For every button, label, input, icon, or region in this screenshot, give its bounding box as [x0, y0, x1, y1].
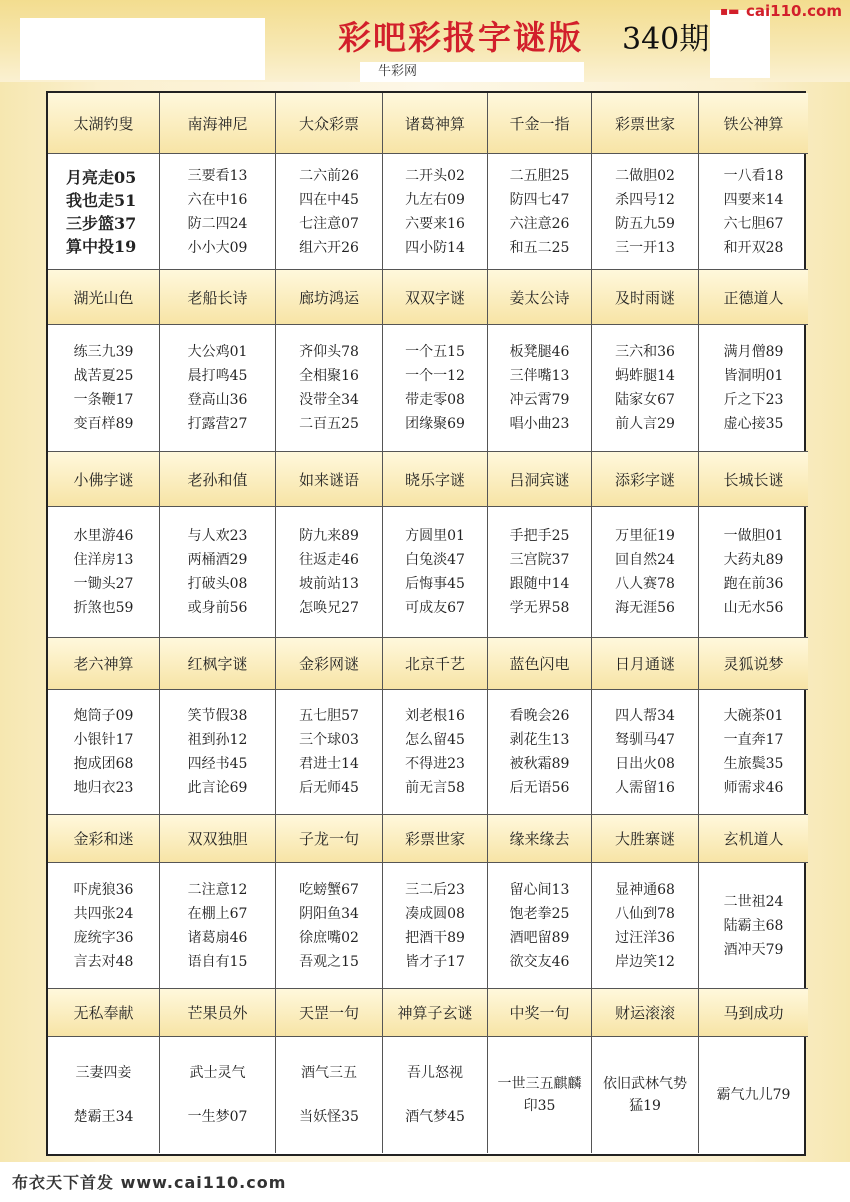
riddle-line: 祖到孙12	[187, 732, 248, 748]
riddle-cell	[488, 154, 592, 270]
riddle-cell	[383, 325, 488, 452]
riddle-line: 八仙到78	[615, 905, 675, 922]
riddle-table	[46, 91, 806, 1156]
riddle-line: 过汪洋36	[615, 929, 675, 946]
column-header: 长城长谜	[699, 452, 808, 507]
riddle-cell	[592, 325, 699, 452]
riddle-line: 冲云霄79	[509, 392, 570, 408]
riddle-line: 不得进23	[405, 756, 465, 772]
riddle-line: 二做胆02	[615, 167, 675, 184]
riddle-cell	[48, 154, 160, 270]
riddle-cell	[383, 690, 488, 815]
riddle-cell	[488, 1037, 592, 1153]
riddle-line: 酒冲天79	[723, 941, 784, 958]
riddle-line: 徐庶嘴02	[299, 929, 359, 946]
riddle-line: 三妻四妾	[75, 1065, 132, 1081]
riddle-line: 霸气九儿79	[716, 1087, 791, 1103]
riddle-line: 住洋房13	[73, 552, 134, 568]
riddle-cell	[592, 154, 699, 270]
riddle-line: 满月僧89	[723, 344, 784, 360]
column-header: 及时雨谜	[592, 270, 699, 325]
riddle-line: 三二后23	[405, 881, 465, 898]
riddle-line: 生旅鬓35	[723, 756, 784, 772]
riddle-line: 皆才子17	[405, 953, 465, 970]
riddle-line: 手把手25	[509, 528, 570, 544]
riddle-line: 两桶酒29	[187, 552, 248, 568]
riddle-line: 全相聚16	[299, 368, 359, 384]
column-header: 玄机道人	[699, 815, 808, 863]
column-header: 马到成功	[699, 989, 808, 1037]
riddle-cell	[160, 325, 276, 452]
riddle-line: 笑节假38	[187, 708, 248, 724]
page-title: 彩吧彩报字谜版	[338, 18, 583, 57]
riddle-line: 抱成团68	[73, 756, 134, 772]
riddle-line: 陆霸主68	[723, 917, 784, 934]
riddle-line: 三伴嘴13	[509, 368, 570, 384]
riddle-line: 大碗茶01	[723, 708, 784, 724]
riddle-line: 后无语56	[509, 780, 570, 796]
riddle-line: 日出火08	[615, 756, 675, 772]
riddle-line: 打露营27	[187, 416, 248, 432]
riddle-line: 算中投19	[66, 236, 137, 256]
column-header: 添彩字谜	[592, 452, 699, 507]
riddle-line: 吾观之15	[299, 953, 359, 970]
column-header: 彩票世家	[592, 93, 699, 154]
riddle-line: 一生梦07	[187, 1109, 248, 1125]
riddle-line: 酒气梦45	[405, 1109, 465, 1125]
column-header: 中奖一句	[488, 989, 592, 1037]
riddle-line: 三要看13	[187, 167, 248, 184]
riddle-cell	[592, 863, 699, 989]
column-header: 小佛字谜	[48, 452, 160, 507]
riddle-line: 团缘聚69	[405, 416, 465, 432]
riddle-line: 折煞也59	[73, 600, 134, 616]
column-header: 大众彩票	[276, 93, 383, 154]
riddle-line: 四小防14	[405, 239, 465, 256]
riddle-line: 海无涯56	[615, 600, 675, 616]
riddle-line: 八人赛78	[615, 576, 675, 592]
issue-number: 340期	[622, 22, 710, 57]
riddle-line: 跟随中14	[509, 576, 570, 592]
riddle-line: 炮筒子09	[73, 708, 134, 724]
column-header: 双双字谜	[383, 270, 488, 325]
riddle-cell	[48, 690, 160, 815]
riddle-line: 前无言58	[405, 780, 465, 796]
column-header: 无私奉献	[48, 989, 160, 1037]
riddle-line: 语自有15	[187, 953, 248, 970]
riddle-line: 唱小曲23	[509, 416, 570, 432]
riddle-line: 六在中16	[187, 191, 248, 208]
column-header: 缘来缘去	[488, 815, 592, 863]
riddle-line: 三个球03	[299, 732, 359, 748]
riddle-line: 回自然24	[615, 552, 675, 568]
column-header: 廊坊鸿运	[276, 270, 383, 325]
subtitle: 牛彩网	[378, 64, 418, 79]
riddle-line: 显神通68	[615, 881, 675, 898]
riddle-line: 酒气三五	[301, 1065, 357, 1081]
column-header: 吕洞宾谜	[488, 452, 592, 507]
riddle-cell	[488, 507, 592, 638]
column-header: 彩票世家	[383, 815, 488, 863]
riddle-line: 和开双28	[723, 239, 784, 256]
riddle-line: 一锄头27	[73, 576, 134, 592]
riddle-line: 言去对48	[73, 953, 134, 970]
riddle-cell	[488, 690, 592, 815]
riddle-line: 当妖怪35	[299, 1109, 359, 1125]
riddle-line: 二百五25	[299, 416, 359, 432]
riddle-line: 防四七47	[509, 191, 570, 208]
riddle-line: 吓虎狼36	[73, 881, 134, 898]
column-header: 正德道人	[699, 270, 808, 325]
riddle-line: 三一开13	[615, 239, 675, 256]
riddle-line: 大药丸89	[723, 552, 784, 568]
riddle-cell	[160, 507, 276, 638]
column-header: 老孙和值	[160, 452, 276, 507]
riddle-line: 六七胆67	[723, 215, 784, 232]
riddle-line: 刘老根16	[405, 708, 465, 724]
riddle-line: 万里征19	[615, 528, 675, 544]
column-header: 如来谜语	[276, 452, 383, 507]
riddle-line: 二注意12	[187, 881, 248, 898]
riddle-line: 四要来14	[723, 191, 784, 208]
riddle-cell	[276, 690, 383, 815]
riddle-cell	[276, 1037, 383, 1153]
column-header: 晓乐字谜	[383, 452, 488, 507]
riddle-line: 二世祖24	[723, 893, 784, 910]
riddle-line: 防九来89	[299, 528, 359, 544]
riddle-cell	[699, 325, 808, 452]
riddle-line: 前人言29	[615, 416, 675, 432]
riddle-line: 与人欢23	[187, 528, 248, 544]
riddle-cell	[383, 863, 488, 989]
riddle-line: 齐仰头78	[299, 344, 359, 360]
redacted-area-right	[710, 10, 770, 78]
riddle-line: 二开头02	[405, 167, 465, 184]
riddle-cell	[383, 507, 488, 638]
riddle-line: 后悔事45	[405, 576, 465, 592]
riddle-line: 和五二25	[509, 239, 570, 256]
riddle-line: 怎唤兄27	[299, 600, 359, 616]
riddle-cell	[276, 154, 383, 270]
riddle-line: 庞统字36	[73, 929, 134, 946]
logo-mark-icon: ▪▬	[720, 4, 740, 18]
riddle-line: 跑在前36	[723, 576, 784, 592]
column-header: 湖光山色	[48, 270, 160, 325]
riddle-line: 二五胆25	[509, 167, 570, 184]
riddle-cell	[488, 325, 592, 452]
riddle-cell	[592, 507, 699, 638]
riddle-line: 板凳腿46	[509, 344, 570, 360]
column-header: 姜太公诗	[488, 270, 592, 325]
riddle-cell	[160, 154, 276, 270]
riddle-line: 后无师45	[299, 780, 359, 796]
riddle-cell	[48, 325, 160, 452]
riddle-cell	[699, 507, 808, 638]
riddle-line: 杀四号12	[615, 191, 675, 208]
riddle-line: 三宫院37	[509, 552, 570, 568]
riddle-line: 一直奔17	[723, 732, 784, 748]
column-header: 神算子玄谜	[383, 989, 488, 1037]
column-header: 金彩网谜	[276, 638, 383, 690]
column-header: 天罡一句	[276, 989, 383, 1037]
riddle-line: 四人帮34	[615, 708, 675, 724]
riddle-cell	[383, 154, 488, 270]
riddle-line: 月亮走05	[66, 167, 137, 187]
riddle-line: 酒吧留89	[509, 929, 570, 946]
riddle-line: 人需留16	[615, 780, 675, 796]
riddle-line: 二六前26	[299, 167, 359, 184]
riddle-line: 武士灵气	[189, 1065, 246, 1081]
riddle-line: 四经书45	[187, 756, 248, 772]
riddle-cell	[276, 863, 383, 989]
riddle-line: 九左右09	[405, 191, 465, 208]
riddle-line: 没带全34	[299, 392, 359, 408]
riddle-cell	[160, 1037, 276, 1153]
riddle-line: 登高山36	[187, 392, 248, 408]
riddle-line: 欲交友46	[509, 953, 570, 970]
riddle-cell	[48, 507, 160, 638]
riddle-cell	[488, 863, 592, 989]
riddle-line: 练三九39	[73, 344, 134, 360]
riddle-line: 陆家女67	[615, 392, 675, 408]
riddle-line: 蚂蚱腿14	[615, 368, 675, 384]
riddle-line: 小小大09	[187, 239, 248, 256]
riddle-cell	[276, 507, 383, 638]
riddle-line: 组六开26	[299, 239, 359, 256]
riddle-line: 带走零08	[405, 392, 465, 408]
riddle-line: 一个一12	[405, 368, 465, 384]
riddle-line: 坡前站13	[299, 576, 359, 592]
riddle-line: 怎么留45	[405, 732, 465, 748]
riddle-line: 此言论69	[187, 780, 248, 796]
riddle-line: 晨打鸣45	[187, 368, 248, 384]
riddle-line: 学无界58	[509, 600, 570, 616]
riddle-cell	[699, 1037, 808, 1153]
column-header: 铁公神算	[699, 93, 808, 154]
riddle-line: 六注意26	[509, 215, 570, 232]
riddle-line: 变百样89	[73, 416, 134, 432]
riddle-cell	[383, 1037, 488, 1153]
riddle-line: 皆洞明01	[723, 368, 784, 384]
riddle-cell	[276, 325, 383, 452]
riddle-line: 驽驯马47	[615, 732, 675, 748]
riddle-line: 一世三五麒麟印35	[497, 1076, 582, 1114]
riddle-line: 看晚会26	[509, 708, 570, 724]
column-header: 千金一指	[488, 93, 592, 154]
riddle-line: 共四张24	[73, 905, 134, 922]
column-header: 芒果员外	[160, 989, 276, 1037]
riddle-cell	[699, 863, 808, 989]
column-header: 老船长诗	[160, 270, 276, 325]
column-header: 诸葛神算	[383, 93, 488, 154]
riddle-cell	[699, 690, 808, 815]
riddle-line: 防二四24	[187, 215, 248, 232]
riddle-line: 留心间13	[509, 881, 570, 898]
riddle-line: 凑成圆08	[405, 905, 465, 922]
riddle-line: 四在中45	[299, 191, 359, 208]
column-header: 北京千艺	[383, 638, 488, 690]
riddle-line: 一做胆01	[723, 528, 784, 544]
riddle-line: 一八看18	[723, 167, 784, 184]
riddle-line: 五七胆57	[299, 708, 359, 724]
riddle-line: 阴阳鱼34	[299, 905, 359, 922]
riddle-cell	[48, 863, 160, 989]
riddle-line: 岸边笑12	[615, 953, 675, 970]
riddle-line: 三六和36	[615, 344, 675, 360]
column-header: 太湖钓叟	[48, 93, 160, 154]
riddle-line: 把酒干89	[405, 929, 465, 946]
column-header: 大胜寨谜	[592, 815, 699, 863]
riddle-line: 在棚上67	[187, 905, 248, 922]
riddle-line: 吃螃蟹67	[299, 881, 359, 898]
riddle-line: 防五九59	[615, 215, 675, 232]
redacted-area-left	[20, 18, 265, 80]
riddle-line: 剥花生13	[509, 732, 570, 748]
riddle-line: 饱老拳25	[509, 905, 570, 922]
riddle-line: 七注意07	[299, 215, 359, 232]
riddle-line: 山无水56	[723, 600, 784, 616]
riddle-line: 可成友67	[405, 600, 465, 616]
riddle-cell	[160, 690, 276, 815]
riddle-line: 吾儿怒视	[407, 1065, 463, 1081]
column-header: 红枫字谜	[160, 638, 276, 690]
riddle-line: 六要来16	[405, 215, 465, 232]
riddle-line: 斤之下23	[723, 392, 784, 408]
riddle-line: 依旧武林气势猛19	[603, 1076, 687, 1114]
riddle-line: 一个五15	[405, 344, 465, 360]
riddle-line: 虚心接35	[723, 416, 784, 432]
site-logo[interactable]: cai110.com	[746, 2, 842, 20]
riddle-line: 小银针17	[73, 732, 134, 748]
riddle-line: 三步篮37	[66, 213, 137, 233]
column-header: 日月通谜	[592, 638, 699, 690]
column-header: 南海神尼	[160, 93, 276, 154]
riddle-line: 被秋霜89	[509, 756, 570, 772]
riddle-cell	[160, 863, 276, 989]
riddle-cell	[48, 1037, 160, 1153]
riddle-line: 往返走46	[299, 552, 359, 568]
riddle-cell	[699, 154, 808, 270]
riddle-line: 或身前56	[187, 600, 248, 616]
riddle-line: 白兔淡47	[405, 552, 465, 568]
riddle-line: 君进士14	[299, 756, 359, 772]
riddle-line: 水里游46	[73, 528, 134, 544]
riddle-cell	[592, 1037, 699, 1153]
riddle-line: 我也走51	[66, 190, 137, 210]
footer-text: 布衣天下首发 www.cai110.com	[12, 1173, 287, 1192]
footer	[0, 1162, 850, 1202]
riddle-line: 打破头08	[187, 576, 248, 592]
column-header: 蓝色闪电	[488, 638, 592, 690]
column-header: 双双独胆	[160, 815, 276, 863]
riddle-line: 地归衣23	[73, 780, 134, 796]
riddle-line: 师需求46	[723, 780, 784, 796]
column-header: 子龙一句	[276, 815, 383, 863]
riddle-line: 大公鸡01	[187, 344, 248, 360]
column-header: 金彩和迷	[48, 815, 160, 863]
column-header: 灵狐说梦	[699, 638, 808, 690]
riddle-line: 楚霸王34	[73, 1109, 134, 1125]
riddle-line: 方圆里01	[405, 528, 465, 544]
column-header: 老六神算	[48, 638, 160, 690]
column-header: 财运滚滚	[592, 989, 699, 1037]
riddle-line: 一条鞭17	[73, 392, 134, 408]
riddle-line: 战苦夏25	[73, 368, 134, 384]
riddle-line: 诸葛扇46	[187, 929, 248, 946]
riddle-cell	[592, 690, 699, 815]
